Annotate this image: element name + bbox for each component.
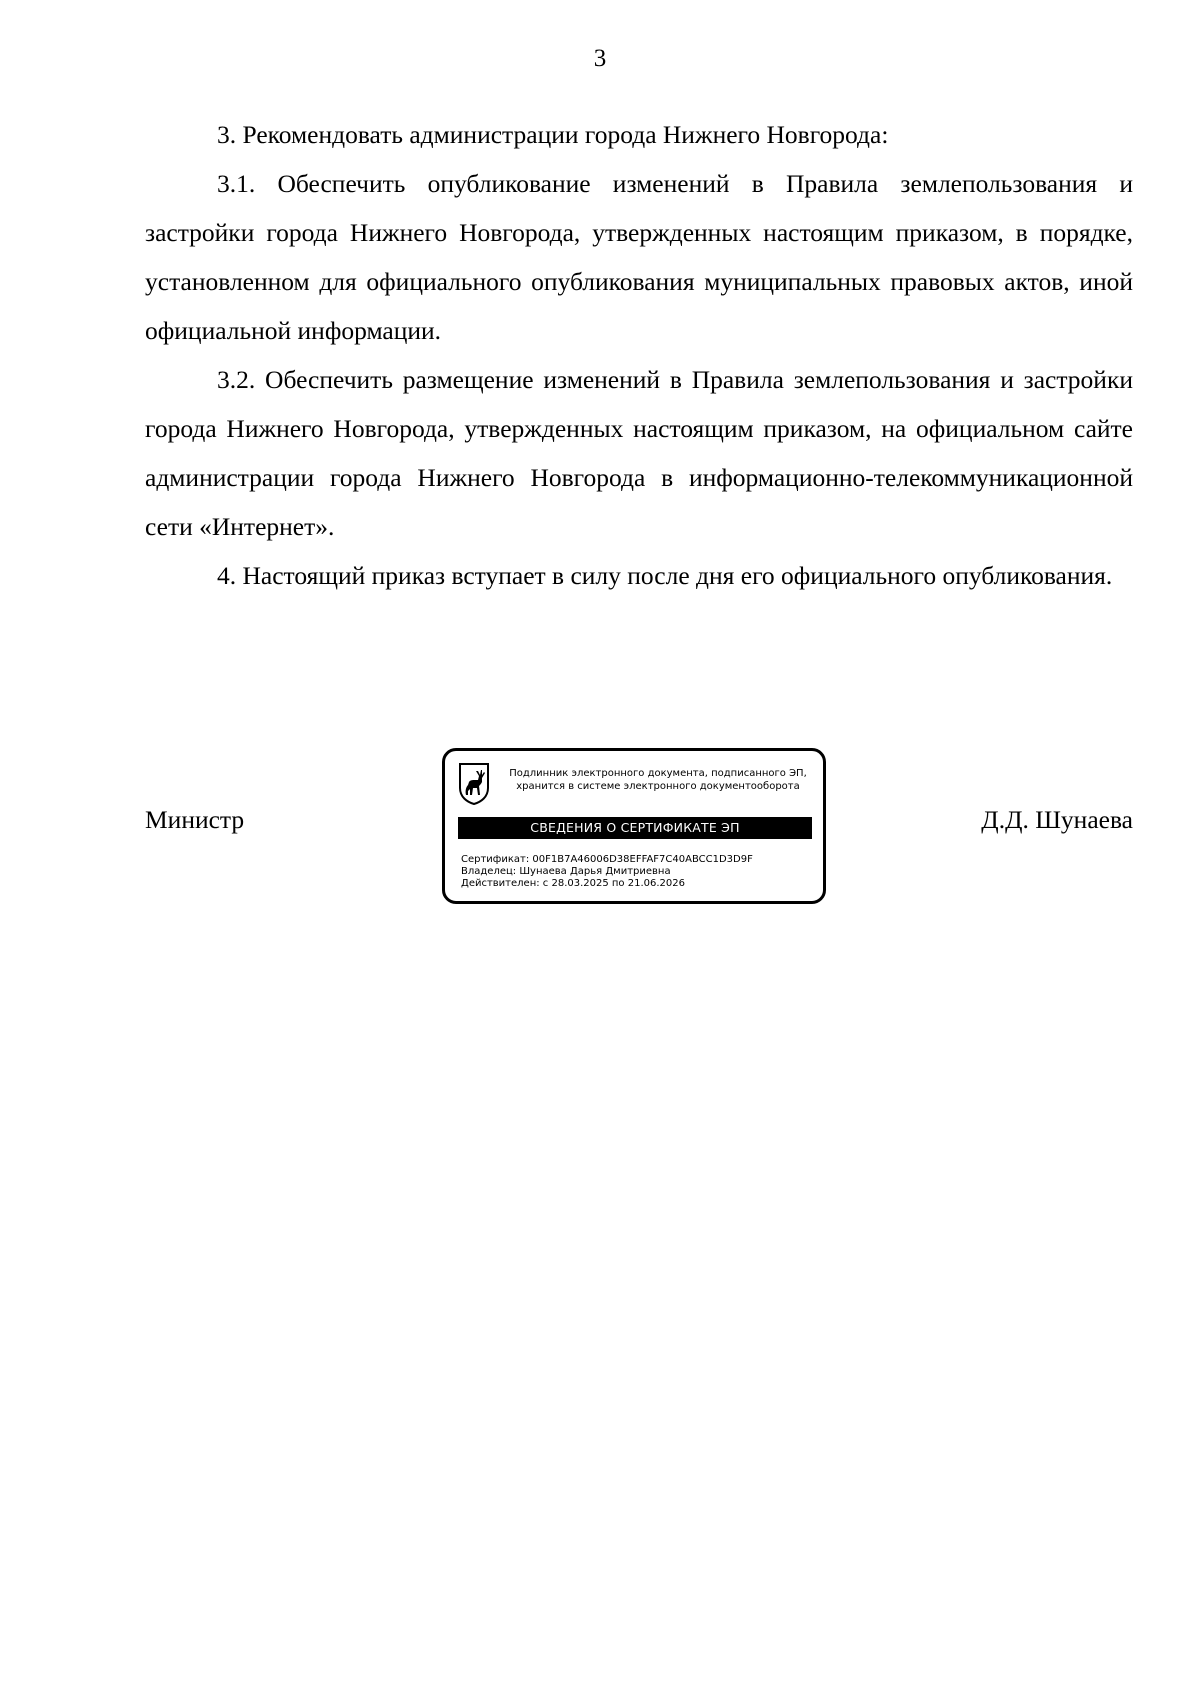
stamp-certificate-heading: СВЕДЕНИЯ О СЕРТИФИКАТЕ ЭП <box>458 817 812 839</box>
stamp-header-line: хранится в системе электронного документооборота <box>516 781 800 792</box>
page-number: 3 <box>593 45 607 72</box>
stamp-header-line: Подлинник электронного документа, подписанного ЭП, <box>509 768 807 779</box>
stamp-owner: Владелец: Шунаева Дарья Дмитриевна <box>461 866 671 877</box>
paragraph-4: 4. Настоящий приказ вступает в силу после дня его официального опубликования. <box>217 561 1113 590</box>
stamp-details <box>461 854 753 890</box>
nizhny-novgorod-deer-emblem-icon <box>457 761 491 805</box>
paragraph-3-2: 3.2. Обеспечить размещение изменений в Правила землепользования и застройки города Нижнего Новгорода, утвержденных настоящим приказом, на официальном сайте администрации города Нижнего Новгорода в информационно-телекоммуникационной сети «Интернет». <box>145 365 1133 541</box>
paragraph-3: 3. Рекомендовать администрации города Нижнего Новгорода: <box>217 120 889 149</box>
stamp-header <box>495 767 821 793</box>
electronic-signature-stamp <box>442 748 826 904</box>
stamp-validity: Действителен: с 28.03.2025 по 21.06.2026 <box>461 878 685 889</box>
document-body <box>145 110 1133 600</box>
signer-title: Министр <box>145 805 245 834</box>
signer-name: Д.Д. Шунаева <box>981 805 1133 834</box>
paragraph-3-1: 3.1. Обеспечить опубликование изменений в Правила землепользования и застройки города Нижнего Новгорода, утвержденных настоящим приказом, в порядке, установленном для официального опубликования муниципальных правовых актов, иной официальной информации. <box>145 169 1133 345</box>
stamp-certificate-number: Сертификат: 00F1B7A46006D38EFFAF7C40ABCC1D3D9F <box>461 854 753 865</box>
